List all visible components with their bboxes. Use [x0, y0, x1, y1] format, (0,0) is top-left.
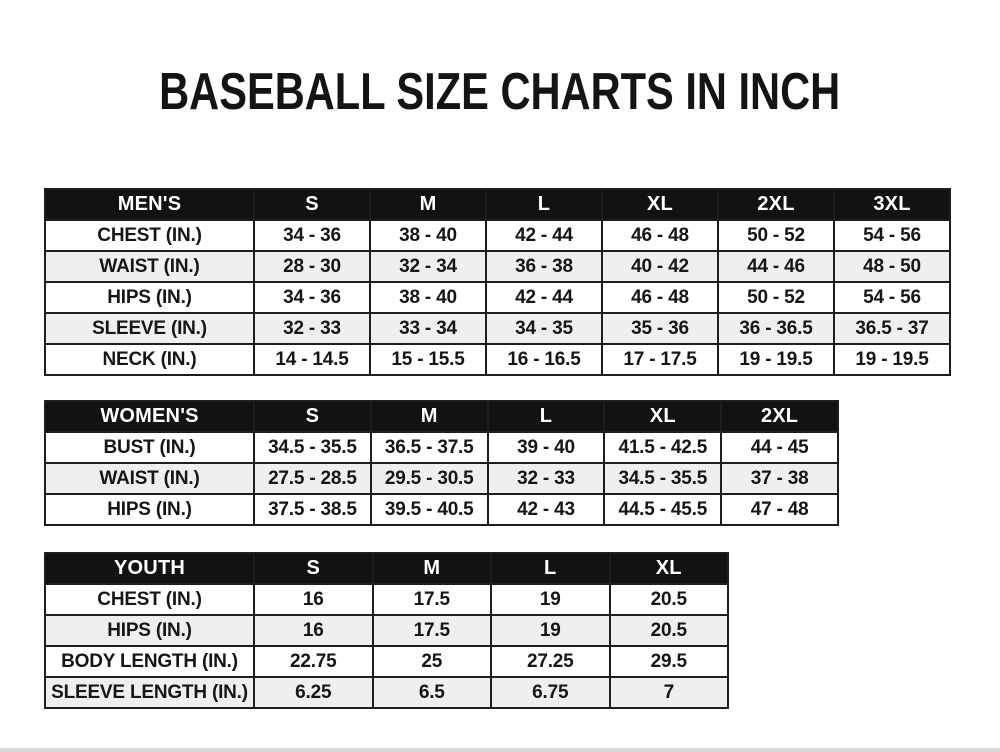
- size-value-cell: 15 - 15.5: [370, 344, 486, 375]
- image-bottom-edge: [0, 748, 1000, 752]
- mens-neck-row: [45, 344, 950, 375]
- youth-body-length-row: [45, 646, 728, 677]
- size-value-cell: 22.75: [254, 646, 373, 677]
- mens-size-table: [44, 188, 951, 376]
- size-value-cell: 50 - 52: [718, 220, 834, 251]
- size-value-cell: 48 - 50: [834, 251, 950, 282]
- size-value-cell: 16: [254, 615, 373, 646]
- size-value-cell: 34 - 36: [254, 282, 370, 313]
- youth-col-m: M: [373, 553, 492, 584]
- size-value-cell: 42 - 44: [486, 220, 602, 251]
- mens-chest-row: [45, 220, 950, 251]
- size-value-cell: 36.5 - 37.5: [371, 432, 488, 463]
- row-label: BODY LENGTH (IN.): [45, 646, 254, 677]
- size-value-cell: 19: [491, 615, 610, 646]
- size-value-cell: 47 - 48: [721, 494, 838, 525]
- size-value-cell: 32 - 33: [254, 313, 370, 344]
- row-label: BUST (IN.): [45, 432, 254, 463]
- size-value-cell: 42 - 44: [486, 282, 602, 313]
- size-value-cell: 34.5 - 35.5: [604, 463, 721, 494]
- size-value-cell: 17.5: [373, 615, 492, 646]
- size-value-cell: 54 - 56: [834, 220, 950, 251]
- page-title-text: BASEBALL SIZE CHARTS IN INCH: [159, 63, 841, 121]
- womens-col-xl: XL: [604, 401, 721, 432]
- mens-sleeve-row: [45, 313, 950, 344]
- size-value-cell: 34.5 - 35.5: [254, 432, 371, 463]
- size-value-cell: 19 - 19.5: [718, 344, 834, 375]
- row-label: HIPS (IN.): [45, 282, 254, 313]
- womens-bust-row: [45, 432, 838, 463]
- womens-col-s: S: [254, 401, 371, 432]
- size-value-cell: 19 - 19.5: [834, 344, 950, 375]
- size-value-cell: 29.5: [610, 646, 729, 677]
- youth-chest-row: [45, 584, 728, 615]
- size-value-cell: 44 - 46: [718, 251, 834, 282]
- size-value-cell: 14 - 14.5: [254, 344, 370, 375]
- youth-table-title: YOUTH: [45, 553, 254, 584]
- size-value-cell: 46 - 48: [602, 220, 718, 251]
- size-value-cell: 36.5 - 37: [834, 313, 950, 344]
- size-value-cell: 37.5 - 38.5: [254, 494, 371, 525]
- size-value-cell: 28 - 30: [254, 251, 370, 282]
- page-title: [0, 62, 1000, 122]
- row-label: HIPS (IN.): [45, 494, 254, 525]
- womens-col-l: L: [488, 401, 605, 432]
- mens-col-l: L: [486, 189, 602, 220]
- size-value-cell: 20.5: [610, 615, 729, 646]
- size-value-cell: 35 - 36: [602, 313, 718, 344]
- size-value-cell: 25: [373, 646, 492, 677]
- mens-waist-row: [45, 251, 950, 282]
- size-value-cell: 27.25: [491, 646, 610, 677]
- size-value-cell: 37 - 38: [721, 463, 838, 494]
- womens-col-m: M: [371, 401, 488, 432]
- womens-hips-row: [45, 494, 838, 525]
- size-value-cell: 38 - 40: [370, 282, 486, 313]
- size-value-cell: 38 - 40: [370, 220, 486, 251]
- womens-col-2xl: 2XL: [721, 401, 838, 432]
- mens-col-m: M: [370, 189, 486, 220]
- size-value-cell: 29.5 - 30.5: [371, 463, 488, 494]
- size-value-cell: 50 - 52: [718, 282, 834, 313]
- size-value-cell: 46 - 48: [602, 282, 718, 313]
- mens-table-title: MEN'S: [45, 189, 254, 220]
- size-value-cell: 27.5 - 28.5: [254, 463, 371, 494]
- youth-header-row: [45, 553, 728, 584]
- size-value-cell: 42 - 43: [488, 494, 605, 525]
- size-value-cell: 34 - 36: [254, 220, 370, 251]
- size-value-cell: 39.5 - 40.5: [371, 494, 488, 525]
- size-value-cell: 36 - 38: [486, 251, 602, 282]
- womens-size-table: [44, 400, 839, 526]
- youth-col-l: L: [491, 553, 610, 584]
- size-value-cell: 40 - 42: [602, 251, 718, 282]
- size-value-cell: 6.5: [373, 677, 492, 708]
- row-label: NECK (IN.): [45, 344, 254, 375]
- size-value-cell: 16 - 16.5: [486, 344, 602, 375]
- row-label: CHEST (IN.): [45, 220, 254, 251]
- row-label: SLEEVE LENGTH (IN.): [45, 677, 254, 708]
- size-value-cell: 17.5: [373, 584, 492, 615]
- size-value-cell: 44.5 - 45.5: [604, 494, 721, 525]
- size-value-cell: 20.5: [610, 584, 729, 615]
- size-value-cell: 32 - 33: [488, 463, 605, 494]
- size-value-cell: 41.5 - 42.5: [604, 432, 721, 463]
- size-value-cell: 6.25: [254, 677, 373, 708]
- row-label: WAIST (IN.): [45, 463, 254, 494]
- youth-col-xl: XL: [610, 553, 729, 584]
- row-label: SLEEVE (IN.): [45, 313, 254, 344]
- mens-col-s: S: [254, 189, 370, 220]
- size-value-cell: 33 - 34: [370, 313, 486, 344]
- size-value-cell: 16: [254, 584, 373, 615]
- womens-table-title: WOMEN'S: [45, 401, 254, 432]
- size-value-cell: 7: [610, 677, 729, 708]
- youth-hips-row: [45, 615, 728, 646]
- size-value-cell: 54 - 56: [834, 282, 950, 313]
- size-value-cell: 36 - 36.5: [718, 313, 834, 344]
- row-label: WAIST (IN.): [45, 251, 254, 282]
- youth-sleeve-length-row: [45, 677, 728, 708]
- womens-header-row: [45, 401, 838, 432]
- youth-col-s: S: [254, 553, 373, 584]
- womens-waist-row: [45, 463, 838, 494]
- mens-hips-row: [45, 282, 950, 313]
- mens-col-xl: XL: [602, 189, 718, 220]
- mens-header-row: [45, 189, 950, 220]
- size-value-cell: 44 - 45: [721, 432, 838, 463]
- size-value-cell: 32 - 34: [370, 251, 486, 282]
- size-value-cell: 17 - 17.5: [602, 344, 718, 375]
- youth-size-table: [44, 552, 729, 709]
- size-value-cell: 34 - 35: [486, 313, 602, 344]
- size-value-cell: 39 - 40: [488, 432, 605, 463]
- mens-col-2xl: 2XL: [718, 189, 834, 220]
- size-value-cell: 6.75: [491, 677, 610, 708]
- row-label: HIPS (IN.): [45, 615, 254, 646]
- row-label: CHEST (IN.): [45, 584, 254, 615]
- mens-col-3xl: 3XL: [834, 189, 950, 220]
- size-value-cell: 19: [491, 584, 610, 615]
